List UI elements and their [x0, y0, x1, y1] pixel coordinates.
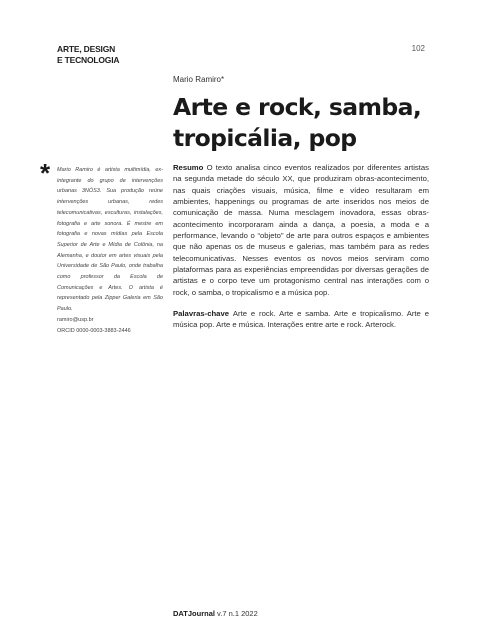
bio-text: Mario Ramiro é artista multimídia, ex-integrante do grupo de intervenções urbanas 3NÓS3. Sua produção reúne intervenções urbanas, redes telecomunicativas, esculturas, instalações, fotografia e arte sonora. É mestre em fotografia e novas mídias pela Escola Superior de Arte e Mídia de Colônia, na Alemanha, e doutor em artes visuais pela Universidade de São Paulo, onde trabalha como professor da Escola de Comunicações e Artes. O artista é representado pela Zipper Galeria em São Paulo.	[57, 167, 163, 313]
journal-name: DATJournal	[173, 609, 215, 618]
footnote-marker: *	[40, 158, 51, 188]
title-line2: tropicália, pop	[173, 124, 357, 152]
abstract	[173, 162, 429, 298]
section-label-line2: E TECNOLOGIA	[57, 55, 120, 65]
journal-volume: v.7 n.1 2022	[217, 609, 258, 618]
title-line1: Arte e rock, samba,	[173, 93, 422, 121]
journal-footer	[173, 609, 258, 618]
author-email[interactable]: ramiro@usp.br	[57, 316, 94, 323]
author-bio	[57, 165, 163, 336]
author-name: Mario Ramiro*	[173, 75, 225, 84]
keywords-text: Arte e rock. Arte e samba. Arte e tropicalismo. Arte e música pop. Arte e música. Interações entre arte e rock. Arterock.	[173, 309, 429, 330]
abstract-text: O texto analisa cinco eventos realizados por diferentes artistas na segunda metade do século XX, que produziram obras-acontecimento, nas quais criações visuais, música, filme e vídeo resultaram em ambientes, happenings ou programas de arte inseridos nos meios de comunicação de massa. Numa mesclagem inovadora, essas obras-acontecimento incorporaram ainda a dança, a poesia, a moda e a performance, levando o “objeto” de arte para outros espaços e ambientes que não apenas os de museus e galerias, mas também para as redes telecomunicativas. Nesses eventos os novos meios serviram como plataformas para as experiências empreendidas por diversas gerações de artistas e o corpo teve um protagonismo central nas interações com o rock, o samba, o tropicalismo e a música pop.	[173, 163, 430, 297]
section-label-line1: ARTE, DESIGN	[57, 44, 116, 54]
abstract-label: Resumo	[173, 163, 207, 172]
article-title	[173, 92, 433, 154]
section-label	[57, 44, 167, 66]
page-number: 102	[411, 44, 425, 53]
keywords-label: Palavras-chave	[173, 309, 233, 318]
author-orcid: ORCID 0000-0003-3883-2446	[57, 327, 131, 334]
keywords	[173, 308, 429, 331]
